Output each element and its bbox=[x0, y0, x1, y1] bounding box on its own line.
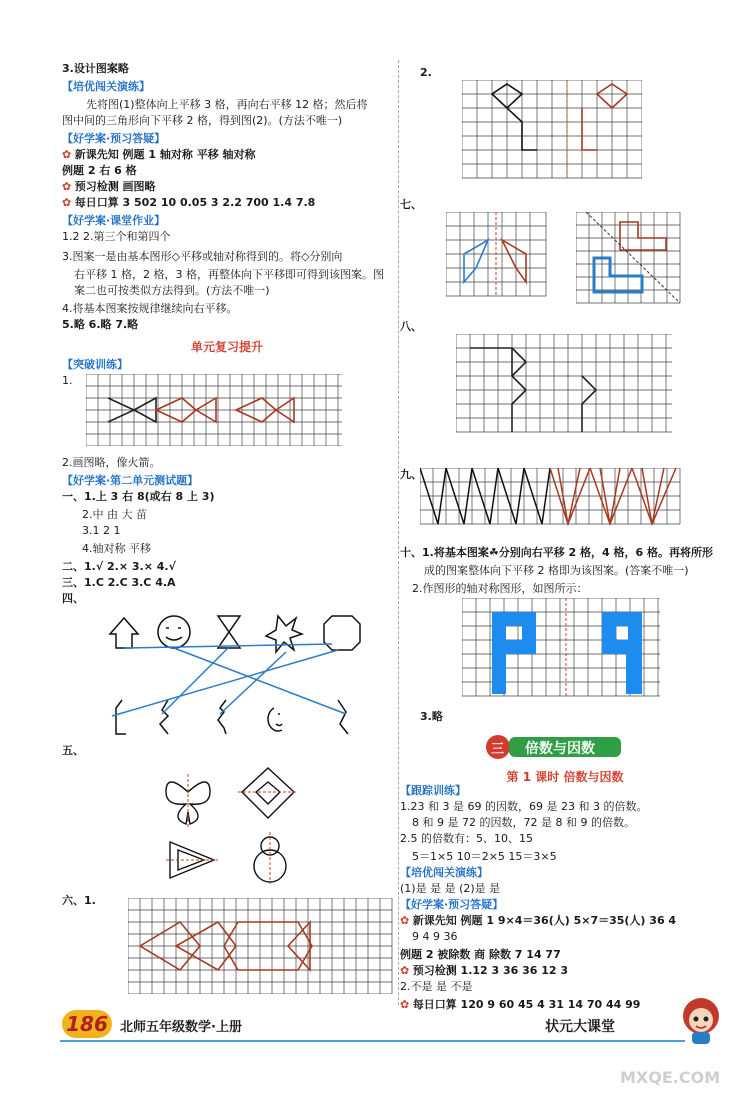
star-icon: ✿ bbox=[62, 180, 72, 193]
grid-figure-7a bbox=[446, 212, 550, 298]
text-line: 4.将基本图案按规律继续向右平移。 bbox=[62, 302, 238, 315]
text-line: 右平移 1 格，2 格，3 格，再整体向下平移即可得到该图案。图 bbox=[74, 268, 384, 281]
text-line: ✿ 每日口算 3 502 10 0.05 3 2.2 700 1.4 7.8 bbox=[62, 196, 316, 209]
text-line: 六、1. bbox=[62, 894, 96, 907]
section-tag: 【培优闯关演练】 bbox=[400, 866, 488, 879]
watermark-text: MXQE.COM bbox=[620, 1068, 721, 1087]
matching-shapes-figure bbox=[102, 604, 362, 738]
text-line: 2.不是 是 不是 bbox=[400, 980, 473, 993]
text-line: ✿ 每日口算 120 9 60 45 4 31 14 70 44 99 bbox=[400, 998, 641, 1011]
text-line: ✿ 新课先知 例题 1 轴对称 平移 轴对称 bbox=[62, 148, 256, 161]
grid-figure-fish bbox=[86, 374, 346, 446]
grid-figure-arrow bbox=[128, 898, 394, 994]
text-line: 3.图案一是由基本图形◇平移或轴对称得到的。将◇分别向 bbox=[62, 250, 343, 263]
text-line: 2. bbox=[420, 66, 432, 79]
grid-figure-9 bbox=[420, 468, 682, 536]
unit-number: 三 bbox=[491, 742, 505, 757]
grid-figure-2 bbox=[462, 80, 642, 190]
text-line: 9 4 9 36 bbox=[412, 930, 458, 943]
grid-figure-10 bbox=[462, 598, 662, 702]
text-line: 4.轴对称 平移 bbox=[82, 542, 151, 555]
grid-figure-8 bbox=[456, 334, 676, 444]
section-title: 单元复习提升 bbox=[190, 340, 264, 354]
text-line: 成的图案整体向下平移 2 格即为该图案。(答案不唯一) bbox=[424, 564, 689, 577]
lesson-title: 第 1 课时 倍数与因数 bbox=[506, 770, 624, 784]
text-line: 2.5 的倍数有：5、10、15 bbox=[400, 832, 533, 845]
text-line: 1.23 和 3 是 69 的因数，69 是 23 和 3 的倍数。 bbox=[400, 800, 648, 813]
text-line: ✿ 预习检测 1.12 3 36 36 12 3 bbox=[400, 964, 569, 977]
text-line: 例题 2 被除数 商 除数 7 14 77 bbox=[400, 948, 561, 961]
text-line: 二、1.√ 2.× 3.× 4.√ bbox=[62, 560, 176, 573]
star-icon: ✿ bbox=[400, 964, 410, 977]
star-icon: ✿ bbox=[62, 148, 72, 161]
page-number: 186 bbox=[62, 1010, 112, 1038]
section-tag: 【好学案·课堂作业】 bbox=[62, 214, 166, 227]
book-title: 北师五年级数学·上册 bbox=[120, 1020, 242, 1035]
unit-title: 倍数与因数 bbox=[525, 741, 595, 757]
mascot-icon bbox=[676, 992, 726, 1047]
text-line: 8 和 9 是 72 的因数，72 是 8 和 9 的倍数。 bbox=[412, 816, 635, 829]
star-icon: ✿ bbox=[400, 998, 410, 1011]
symmetry-figures bbox=[158, 762, 308, 886]
star-icon: ✿ bbox=[400, 914, 410, 927]
section-tag: 【突破训练】 bbox=[62, 358, 128, 371]
text-line: 五、 bbox=[62, 744, 84, 757]
text-line: 1. bbox=[62, 374, 73, 387]
text-line: ✿ 预习检测 画图略 bbox=[62, 180, 156, 193]
text-line: 3.1 2 1 bbox=[82, 524, 121, 537]
text-line: 例题 2 右 6 格 bbox=[62, 164, 137, 177]
text-line: 案二也可按类似方法得到。(方法不唯一) bbox=[74, 284, 270, 297]
section-tag: 【好学案·预习答疑】 bbox=[400, 898, 504, 911]
unit-banner bbox=[485, 734, 625, 760]
text-line: (1)是 是 是 (2)是 是 bbox=[400, 882, 501, 895]
text-line: 九、 bbox=[400, 468, 422, 481]
text-line: 2.中 由 大 苗 bbox=[82, 508, 147, 521]
footer-rule bbox=[60, 1040, 685, 1042]
text-line: 3.设计图案略 bbox=[62, 62, 129, 75]
text-line: 3.略 bbox=[420, 710, 443, 723]
text-line: 十、1.将基本图案☘分别向右平移 2 格，4 格，6 格。再将所形 bbox=[400, 546, 713, 559]
text-line: 1.2 2.第三个和第四个 bbox=[62, 230, 171, 243]
star-icon: ✿ bbox=[62, 196, 72, 209]
text-line: 四、 bbox=[62, 592, 84, 605]
section-tag: 【跟踪训练】 bbox=[400, 784, 466, 797]
text-line: 2.作图形的轴对称图形，如图所示： bbox=[412, 582, 588, 595]
text-line: 七、 bbox=[400, 198, 422, 211]
text-line: 图中间的三角形向下平移 2 格，得到图(2)。(方法不唯一) bbox=[62, 114, 343, 127]
column-divider bbox=[398, 60, 399, 1005]
grid-figure-7b bbox=[576, 212, 682, 308]
text-line: 八、 bbox=[400, 320, 422, 333]
section-tag: 【好学案·预习答疑】 bbox=[62, 132, 166, 145]
text-line: ✿ 新课先知 例题 1 9×4＝36(人) 5×7＝35(人) 36 4 bbox=[400, 914, 677, 927]
section-tag: 【好学案·第二单元测试题】 bbox=[62, 474, 199, 487]
text-line: 一、1.上 3 右 8(或右 8 上 3) bbox=[62, 490, 215, 503]
text-line: 先将图(1)整体向上平移 3 格，再向右平移 12 格；然后将 bbox=[86, 98, 368, 111]
brand-name: 状元大课堂 bbox=[545, 1019, 615, 1035]
text-line: 5＝1×5 10＝2×5 15＝3×5 bbox=[412, 850, 557, 863]
text-line: 5.略 6.略 7.略 bbox=[62, 318, 139, 331]
text-line: 三、1.C 2.C 3.C 4.A bbox=[62, 576, 176, 589]
text-line: 2.画图略，像火箭。 bbox=[62, 456, 161, 469]
section-tag: 【培优闯关演练】 bbox=[62, 80, 150, 93]
